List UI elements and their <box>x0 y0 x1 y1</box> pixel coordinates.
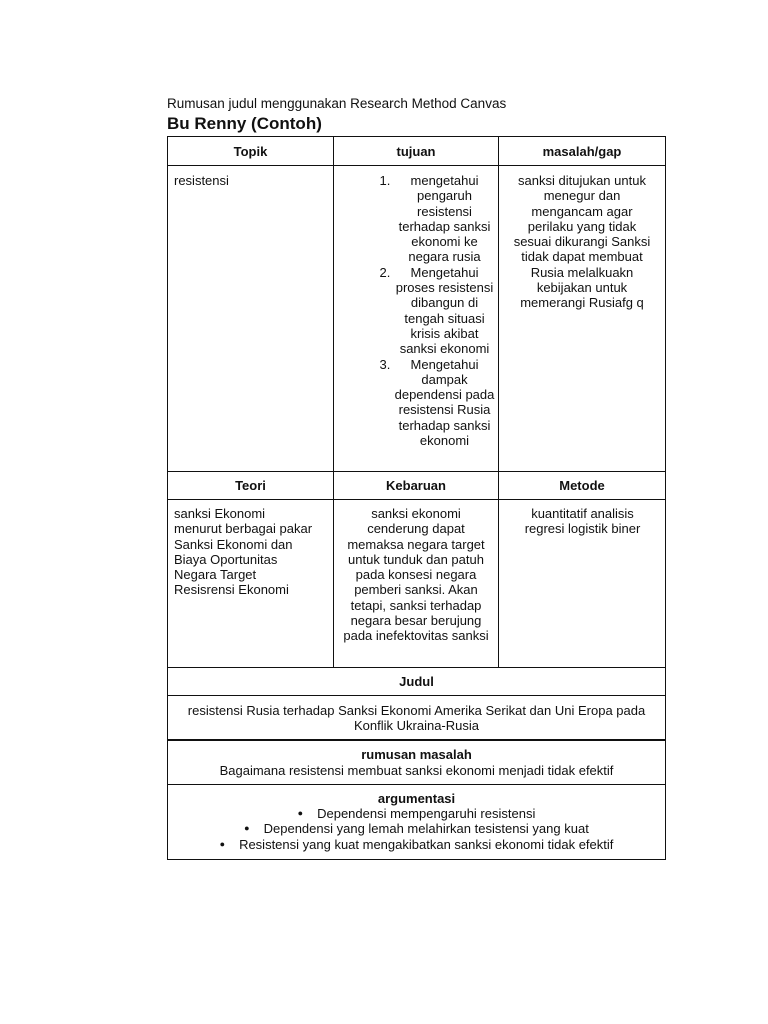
tujuan-list <box>340 173 495 448</box>
rule <box>168 784 665 785</box>
cell-metode: kuantitatif analisis regresi logistik biner <box>524 506 641 537</box>
header-topik: Topik <box>233 144 268 159</box>
list-item: 3. Mengetahui dampak dependensi pada resistensi Rusia terhadap sanksi ekonomi <box>394 357 495 449</box>
judul-label: Judul <box>399 674 434 689</box>
teori-line: Resisrensi Ekonomi <box>174 582 289 598</box>
list-item: ● Resistensi yang kuat mengakibatkan sanksi ekonomi tidak efektif <box>168 837 665 852</box>
rule <box>168 667 665 668</box>
teori-line: Biaya Oportunitas <box>174 551 278 567</box>
research-canvas-table <box>167 136 666 860</box>
column-rule <box>498 137 499 667</box>
list-item: ● Dependensi yang lemah melahirkan tesistensi yang kuat <box>168 821 665 836</box>
document-title: Bu Renny (Contoh) <box>167 114 322 133</box>
rule <box>168 499 665 500</box>
cell-topik: resistensi <box>174 173 229 188</box>
teori-line: sanksi Ekonomi <box>174 506 266 521</box>
rumusan-text: Bagaimana resistensi membuat sanksi ekonomi menjadi tidak efektif <box>219 763 614 778</box>
list-item: ● Dependensi mempengaruhi resistensi <box>168 806 665 821</box>
cell-tujuan <box>340 173 495 448</box>
rule <box>168 165 665 166</box>
cell-teori <box>174 506 328 598</box>
cell-masalah-gap: sanksi ditujukan untuk menegur dan mengancam agar perilaku yang tidak sesuai dikurangi Sanksi tidak dapat membuat Rusia melalkuakn kebijakan untuk memerangi Rusiafg q <box>513 173 651 311</box>
rule <box>168 739 665 741</box>
header-masalah-gap: masalah/gap <box>542 144 622 159</box>
header-tujuan: tujuan <box>396 144 436 159</box>
cell-kebaruan: sanksi ekonomi cenderung dapat memaksa negara target untuk tunduk dan patuh pada konsesi negara pemberi sanksi. Akan tetapi, sanksi terhadap negara besar berujung pada inefektovitas sanksi <box>343 506 489 644</box>
teori-line: menurut berbagai pakar <box>174 521 313 537</box>
argumentasi-content <box>168 806 665 852</box>
argumentasi-list <box>168 806 665 852</box>
rule <box>168 471 665 472</box>
list-item: 2. Mengetahui proses resistensi dibangun di tengah situasi krisis akibat sanksi ekonomi <box>394 265 495 357</box>
rule <box>168 695 665 696</box>
teori-line: Negara Target <box>174 567 257 583</box>
column-rule <box>333 137 334 667</box>
header-metode: Metode <box>559 478 605 493</box>
list-item: 1. mengetahui pengaruh resistensi terhadap sanksi ekonomi ke negara rusia <box>394 173 495 265</box>
rumusan-label: rumusan masalah <box>361 747 472 762</box>
argumentasi-label: argumentasi <box>377 791 456 806</box>
teori-line: Sanksi Ekonomi dan <box>174 536 293 552</box>
intro-text: Rumusan judul menggunakan Research Method Canvas <box>167 96 507 111</box>
header-teori: Teori <box>235 478 266 493</box>
header-kebaruan: Kebaruan <box>386 478 446 493</box>
judul-text: resistensi Rusia terhadap Sanksi Ekonomi Amerika Serikat dan Uni Eropa pada Konflik Ukraina-Rusia <box>187 703 646 734</box>
